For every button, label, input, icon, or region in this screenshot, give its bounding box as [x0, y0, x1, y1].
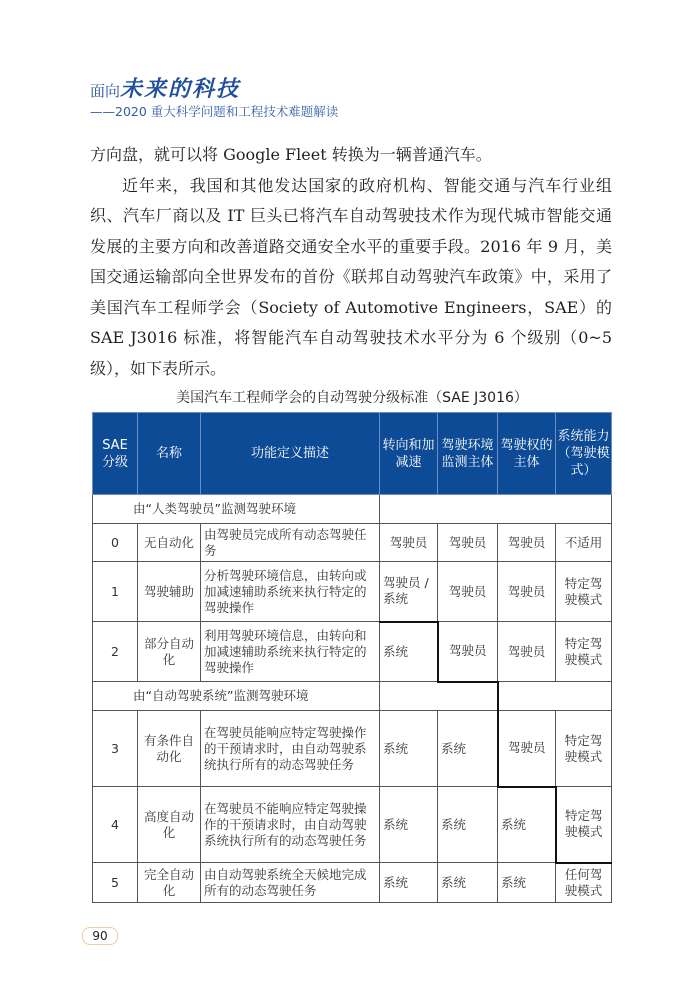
- col-header-mode: 系统能力（驾驶模式）: [556, 413, 612, 495]
- section-empty: [498, 682, 612, 711]
- cell-steer: 系统: [380, 787, 438, 863]
- page-number: 90: [82, 927, 118, 945]
- section-label: 由“人类驾驶员”监测驾驶环境: [93, 495, 380, 524]
- cell-monitor: 驾驶员: [438, 524, 498, 562]
- cell-control: 驾驶员: [498, 711, 556, 787]
- table-row: [93, 863, 612, 903]
- cell-desc: 利用驾驶环境信息，由转向和加减速辅助系统来执行特定的驾驶操作: [201, 622, 380, 682]
- running-header-subtitle: ——2020 重大科学问题和工程技术难题解读: [90, 104, 339, 119]
- cell-name: 驾驶辅助: [138, 562, 201, 622]
- table-row: [93, 622, 612, 682]
- table-row: [93, 562, 612, 622]
- col-header-name: 名称: [138, 413, 201, 495]
- cell-name: 有条件自动化: [138, 711, 201, 787]
- cell-monitor: 驾驶员: [438, 562, 498, 622]
- col-header-monitor: 驾驶环境监测主体: [438, 413, 498, 495]
- cell-steer: 系统: [380, 711, 438, 787]
- section-label: 由“自动驾驶系统”监测驾驶环境: [93, 682, 380, 711]
- cell-level: 2: [93, 622, 138, 682]
- table-row: [93, 787, 612, 863]
- col-header-steer: 转向和加减速: [380, 413, 438, 495]
- table-row: [93, 524, 612, 562]
- cell-name: 高度自动化: [138, 787, 201, 863]
- cell-level: 1: [93, 562, 138, 622]
- cell-monitor: 系统: [438, 787, 498, 863]
- cell-steer: 系统: [380, 863, 438, 903]
- section-empty: [380, 495, 612, 524]
- cell-steer: 系统: [380, 622, 438, 682]
- section-empty: [380, 682, 498, 711]
- cell-level: 0: [93, 524, 138, 562]
- col-header-level: SAE 分级: [93, 413, 138, 495]
- paragraph: 方向盘，就可以将 Google Fleet 转换为一辆普通汽车。: [90, 145, 492, 164]
- cell-monitor: 驾驶员: [438, 622, 498, 682]
- running-header-title: [90, 72, 240, 103]
- cell-control: 驾驶员: [498, 524, 556, 562]
- table-caption: 美国汽车工程师学会的自动驾驶分级标准（SAE J3016）: [176, 390, 528, 406]
- section-row: [93, 495, 612, 524]
- cell-mode: 特定驾驶模式: [556, 787, 612, 863]
- cell-mode: 特定驾驶模式: [556, 711, 612, 787]
- body-text: [90, 140, 612, 384]
- cell-control: 系统: [498, 787, 556, 863]
- cell-control: 驾驶员: [498, 562, 556, 622]
- cell-name: 完全自动化: [138, 863, 201, 903]
- cell-steer: 驾驶员: [380, 524, 438, 562]
- cell-level: 3: [93, 711, 138, 787]
- table-row: [93, 711, 612, 787]
- cell-monitor: 系统: [438, 711, 498, 787]
- sae-levels-table: [92, 412, 612, 903]
- cell-control: 系统: [498, 863, 556, 903]
- cell-desc: 在驾驶员能响应特定驾驶操作的干预请求时，由自动驾驶系统执行所有的动态驾驶任务: [201, 711, 380, 787]
- cell-desc: 由自动驾驶系统全天候地完成所有的动态驾驶任务: [201, 863, 380, 903]
- cell-level: 5: [93, 863, 138, 903]
- paragraph: 近年来，我国和其他发达国家的政府机构、智能交通与汽车行业组织、汽车厂商以及 IT 巨头已将汽车自动驾驶技术作为现代城市智能交通发展的主要方向和改善道路交通安全水平的重要手段。2016 年 9 月，美国交通运输部向全世界发布的首份《联邦自动驾驶汽车政策》中，采用了美国汽车工程师学会（Society of Automotive Engineers，SAE）的 SAE J3016 标准，将智能汽车自动驾驶技术水平分为 6 个级别（0~5 级），如下表所示。: [90, 175, 612, 378]
- cell-control: 驾驶员: [498, 622, 556, 682]
- section-row: [93, 682, 612, 711]
- table-header-row: [93, 413, 612, 495]
- cell-steer: 驾驶员 / 系统: [380, 562, 438, 622]
- cell-desc: 在驾驶员不能响应特定驾驶操作的干预请求时，由自动驾驶系统执行所有的动态驾驶任务: [201, 787, 380, 863]
- header-title-main: 未来的科技: [120, 76, 241, 102]
- cell-desc: 由驾驶员完成所有动态驾驶任务: [201, 524, 380, 562]
- cell-monitor: 系统: [438, 863, 498, 903]
- cell-mode: 特定驾驶模式: [556, 622, 612, 682]
- cell-mode: 不适用: [556, 524, 612, 562]
- header-title-prefix: 面向: [90, 82, 121, 100]
- col-header-control: 驾驶权的主体: [498, 413, 556, 495]
- cell-mode: 特定驾驶模式: [556, 562, 612, 622]
- cell-desc: 分析驾驶环境信息，由转向或加减速辅助系统来执行特定的驾驶操作: [201, 562, 380, 622]
- cell-name: 部分自动化: [138, 622, 201, 682]
- cell-name: 无自动化: [138, 524, 201, 562]
- col-header-desc: 功能定义描述: [201, 413, 380, 495]
- cell-level: 4: [93, 787, 138, 863]
- cell-mode: 任何驾驶模式: [556, 863, 612, 903]
